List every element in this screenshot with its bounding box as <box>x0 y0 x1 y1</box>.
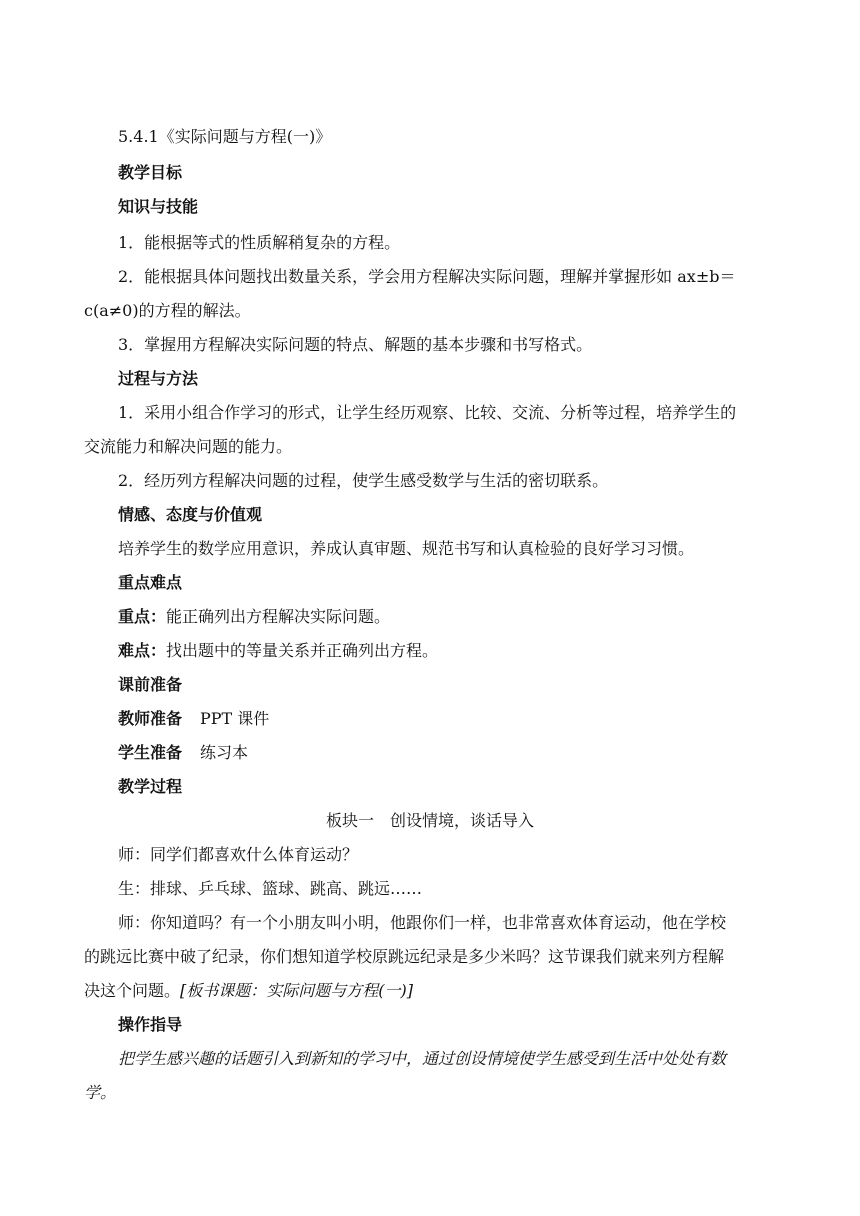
key-point <box>118 606 390 628</box>
difficulty-text: 找出题中的等量关系并正确列出方程。 <box>166 641 439 660</box>
emotion-heading: 情感、态度与价值观 <box>118 505 263 524</box>
process-item-2: 2．经历列方程解决问题的过程，使学生感受数学与生活的密切联系。 <box>118 471 609 490</box>
emotion-text: 培养学生的数学应用意识，养成认真审题、规范书写和认真检验的良好学习习惯。 <box>118 539 695 558</box>
dialogue-3-line-1: 师：你知道吗？有一个小朋友叫小明，他跟你们一样，也非常喜欢体育运动，他在学校 <box>118 913 727 932</box>
knowledge-item-3: 3．掌握用方程解决实际问题的特点、解题的基本步骤和书写格式。 <box>118 335 593 354</box>
teacher-prep-value: PPT 课件 <box>200 709 270 728</box>
dialogue-3-line-2: 的跳远比赛中破了纪录，你们想知道学校原跳远纪录是多少米吗？这节课我们就来列方程解 <box>84 947 725 966</box>
guide-line-2: 学。 <box>84 1083 117 1102</box>
guide-line-1: 把学生感兴趣的话题引入到新知的学习中，通过创设情境使学生感受到生活中处处有数 <box>118 1049 727 1068</box>
lesson-title: 5.4.1《实际问题与方程(一)》 <box>118 127 332 146</box>
objectives-heading: 教学目标 <box>118 163 183 182</box>
key-point-label: 重点： <box>118 607 167 626</box>
key-point-text: 能正确列出方程解决实际问题。 <box>166 607 391 626</box>
process-item-1-line-1: 1．采用小组合作学习的形式，让学生经历观察、比较、交流、分析等过程，培养学生的 <box>118 403 737 422</box>
prep-heading: 课前准备 <box>118 675 183 694</box>
process-heading: 过程与方法 <box>118 369 199 388</box>
student-prep-value: 练习本 <box>200 743 249 762</box>
dialogue-2: 生：排球、乒乓球、篮球、跳高、跳远…… <box>118 879 423 898</box>
knowledge-item-1: 1．能根据等式的性质解稍复杂的方程。 <box>118 233 401 252</box>
difficulty-point <box>118 640 438 662</box>
dialogue-1: 师：同学们都喜欢什么体育运动？ <box>118 845 359 864</box>
knowledge-item-2-line-2: c(a≠0)的方程的解法。 <box>84 301 251 320</box>
guide-heading: 操作指导 <box>118 1015 183 1034</box>
section-heading: 板块一 创设情境，谈话导入 <box>325 811 534 830</box>
teacher-prep <box>118 708 269 730</box>
student-prep-label: 学生准备 <box>118 743 183 762</box>
student-prep <box>118 742 248 764</box>
knowledge-heading: 知识与技能 <box>118 197 199 216</box>
process-item-1-line-2: 交流能力和解决问题的能力。 <box>84 437 293 456</box>
difficulty-label: 难点： <box>118 641 167 660</box>
board-title-note: [板书课题：实际问题与方程(一)] <box>180 981 413 1000</box>
teacher-prep-label: 教师准备 <box>118 709 183 728</box>
dialogue-3-line-3 <box>84 980 413 1002</box>
key-difficulty-heading: 重点难点 <box>118 573 183 592</box>
dialogue-3-line-3-text: 决这个问题。 <box>84 981 181 1000</box>
teaching-process-heading: 教学过程 <box>118 777 183 796</box>
knowledge-item-2-line-1: 2．能根据具体问题找出数量关系，学会用方程解决实际问题，理解并掌握形如 ax±b＝ <box>118 267 736 286</box>
